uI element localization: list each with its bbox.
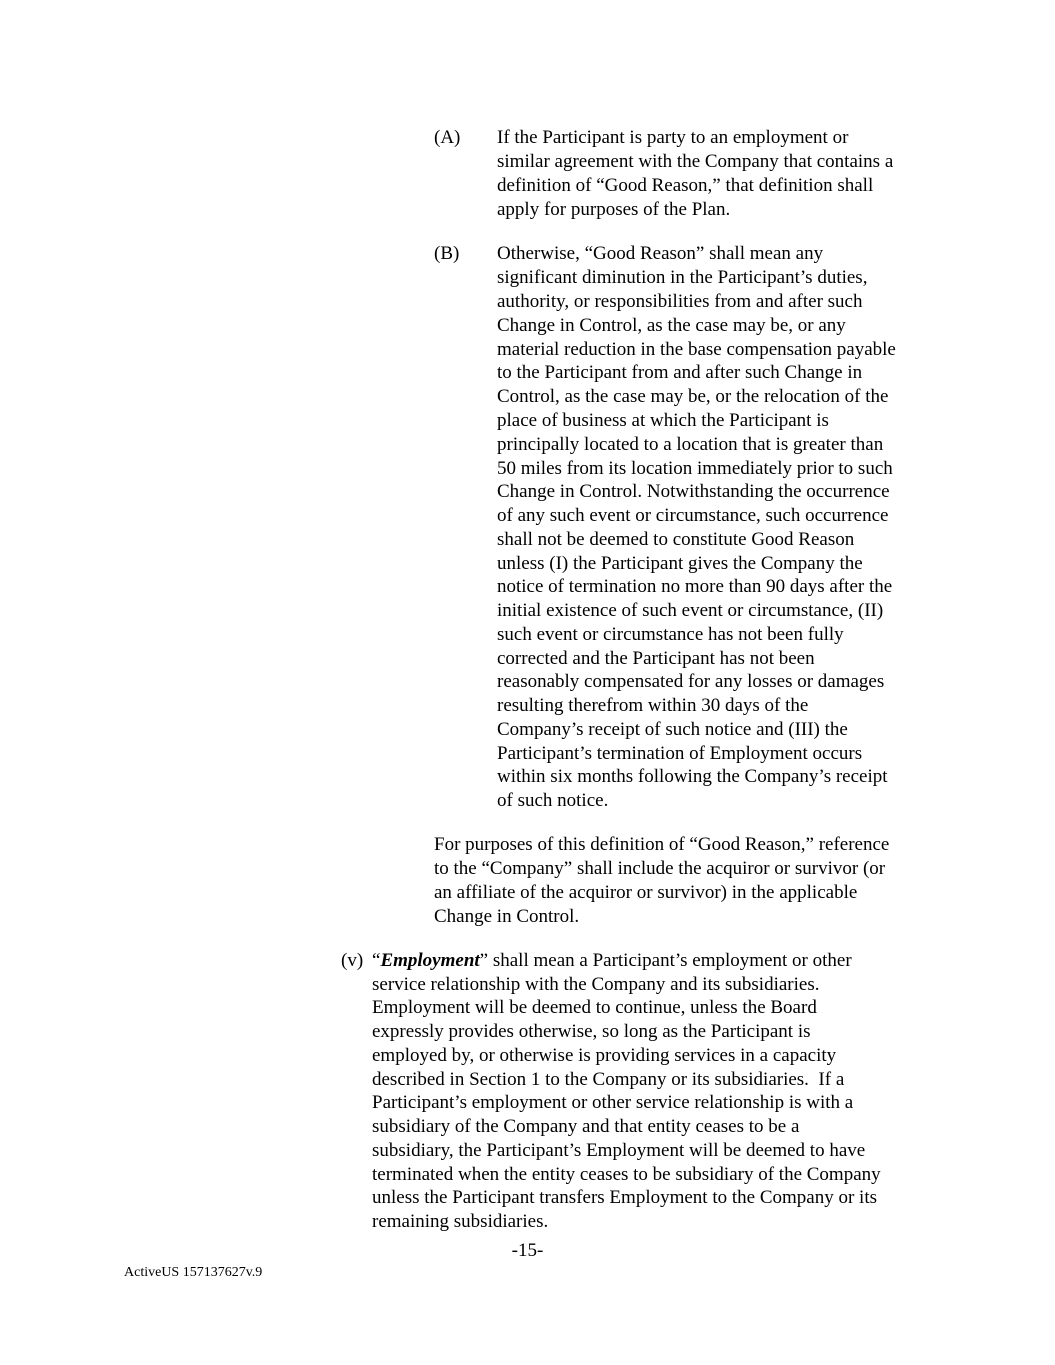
item-v-line: subsidiary, the Participant’s Employment will be deemed to have — [372, 1140, 866, 1161]
item-b-line: of any such event or circumstance, such occurrence — [497, 505, 889, 526]
item-b-line: unless (I) the Participant gives the Company the — [497, 553, 863, 574]
page-number: -15- — [511, 1240, 544, 1261]
note-line: Change in Control. — [434, 906, 580, 927]
item-v-line: expressly provides otherwise, so long as the Participant is — [372, 1021, 811, 1042]
item-b-line: Control, as the case may be, or the relocation of the — [497, 386, 889, 407]
item-v-line: terminated when the entity ceases to be subsidiary of the Company — [372, 1164, 881, 1185]
item-b-line: significant diminution in the Participant’s duties, — [497, 267, 868, 288]
item-a-line: definition of “Good Reason,” that definition shall — [497, 175, 874, 196]
document-id-footer: ActiveUS 157137627v.9 — [124, 1265, 263, 1280]
item-a-label: (A) — [434, 127, 461, 148]
item-b-line: material reduction in the base compensation payable — [497, 339, 896, 360]
item-b-line: 50 miles from its location immediately prior to such — [497, 458, 893, 479]
item-v-line: described in Section 1 to the Company or its subsidiaries. If a — [372, 1069, 845, 1090]
item-b-line: Change in Control, as the case may be, or any — [497, 315, 846, 336]
item-b-line: initial existence of such event or circumstance, (II) — [497, 600, 884, 621]
item-b-line: notice of termination no more than 90 days after the — [497, 576, 893, 597]
item-b-line: such event or circumstance has not been fully — [497, 624, 844, 645]
item-v-line: remaining subsidiaries. — [372, 1211, 549, 1232]
item-b-line: Company’s receipt of such notice and (III) the — [497, 719, 848, 740]
item-v-line: Participant’s employment or other service relationship is with a — [372, 1092, 854, 1113]
item-b-line: within six months following the Company’s receipt — [497, 766, 888, 787]
item-v-label: (v) — [341, 950, 364, 971]
item-b-line: Participant’s termination of Employment occurs — [497, 743, 863, 764]
item-v-line: subsidiary of the Company and that entity ceases to be a — [372, 1116, 800, 1137]
item-a-line: If the Participant is party to an employment or — [497, 127, 849, 148]
item-v-line: unless the Participant transfers Employment to the Company or its — [372, 1187, 877, 1208]
item-b-line: resulting therefrom within 30 days of the — [497, 695, 809, 716]
item-b-label: (B) — [434, 243, 460, 264]
item-b-line: of such notice. — [497, 790, 609, 811]
item-b-line: Otherwise, “Good Reason” shall mean any — [497, 243, 824, 264]
item-b-line: corrected and the Participant has not been — [497, 648, 815, 669]
note-line: an affiliate of the acquiror or survivor) in the applicable — [434, 882, 858, 903]
first-line-rest: ” shall mean a Participant’s employment or other — [479, 950, 852, 971]
item-b-line: reasonably compensated for any losses or damages — [497, 671, 885, 692]
item-a-line: apply for purposes of the Plan. — [497, 199, 731, 220]
item-b-line: principally located to a location that is greater than — [497, 434, 884, 455]
item-v-line: employed by, or otherwise is providing services in a capacity — [372, 1045, 837, 1066]
item-v-first-line — [372, 949, 852, 973]
item-b-line: Change in Control. Notwithstanding the occurrence — [497, 481, 890, 502]
item-v-line: service relationship with the Company and its subsidiaries. — [372, 974, 820, 995]
defined-term-employment: Employment — [380, 950, 480, 971]
item-b-line: shall not be deemed to constitute Good Reason — [497, 529, 855, 550]
item-b-line: place of business at which the Participant is — [497, 410, 829, 431]
open-quote: “ — [372, 950, 381, 971]
note-line: For purposes of this definition of “Good Reason,” reference — [434, 834, 890, 855]
item-b-line: authority, or responsibilities from and after such — [497, 291, 863, 312]
item-a-line: similar agreement with the Company that contains a — [497, 151, 894, 172]
note-line: to the “Company” shall include the acquiror or survivor (or — [434, 858, 886, 879]
item-v-line: Employment will be deemed to continue, unless the Board — [372, 997, 817, 1018]
item-b-line: to the Participant from and after such Change in — [497, 362, 863, 383]
